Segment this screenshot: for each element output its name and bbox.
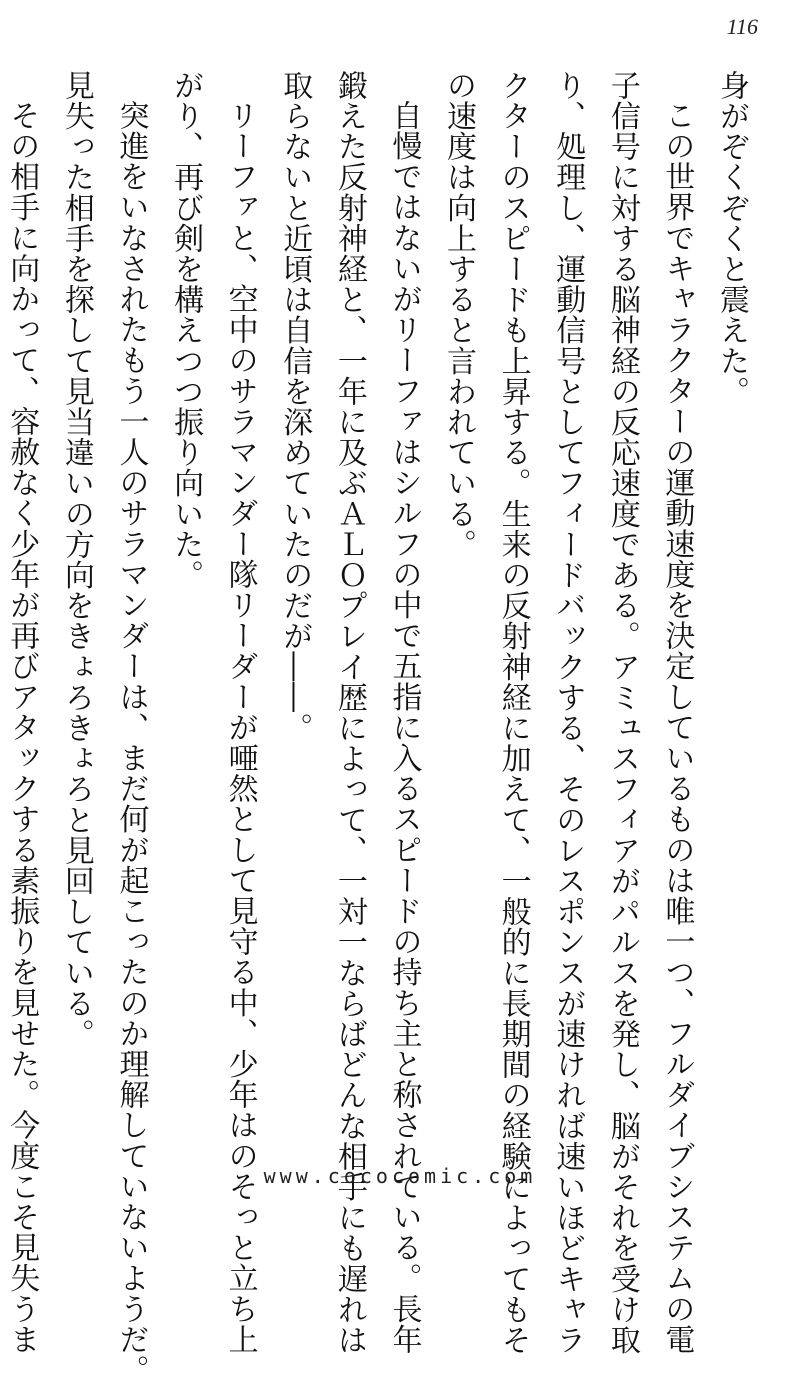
text-line: 見失った相手を探して見当違いの方向をきょろきょろと見回している。 — [58, 70, 94, 1050]
text-line: 鍛えた反射神経と、一年に及ぶＡＬＯプレイ歴によって、一対一ならばどんな相手にも遅れは — [331, 70, 367, 1356]
text-line: その相手に向かって、容赦なく少年が再びアタックする素振りを見せた。今度こそ見失うま — [4, 100, 40, 1355]
page-number: 116 — [726, 14, 758, 39]
text-line: がり、再び剣を構えつつ振り向いた。 — [168, 70, 204, 591]
text-line: 子信号に対する脳神経の反応速度である。アミュスフィアがパルスを発し、脳がそれを受け取 — [604, 70, 640, 1356]
text-line: 取らないと近頃は自信を深めていたのだが――。 — [277, 70, 313, 744]
text-line: リーファと、空中のサラマンダー隊リーダーが唖然として見守る中、少年はのそっと立ち上 — [222, 100, 258, 1355]
text-line: クターのスピードも上昇する。生来の反射神経に加えて、一般的に長期間の経験によってもそ — [495, 70, 531, 1356]
text-line: の速度は向上すると言われている。 — [441, 70, 477, 560]
text-line: この世界でキャラクターの運動速度を決定しているものは唯一つ、フルダイブシステムの電 — [659, 100, 695, 1355]
text-line: 自慢ではないがリーファはシルフの中で五指に入るスピードの持ち主と称されている。長年 — [386, 100, 422, 1355]
text-line: 突進をいなされたもう一人のサラマンダーは、まだ何が起こったのか理解していないようだ。 — [113, 100, 149, 1385]
text-line: り、処理し、運動信号としてフィードバックする、そのレスポンスが速ければ速いほどキャラ — [550, 70, 586, 1356]
watermark: www.cococomic.com — [263, 1164, 537, 1188]
text-line: 身がぞくぞくと震えた。 — [714, 70, 749, 407]
